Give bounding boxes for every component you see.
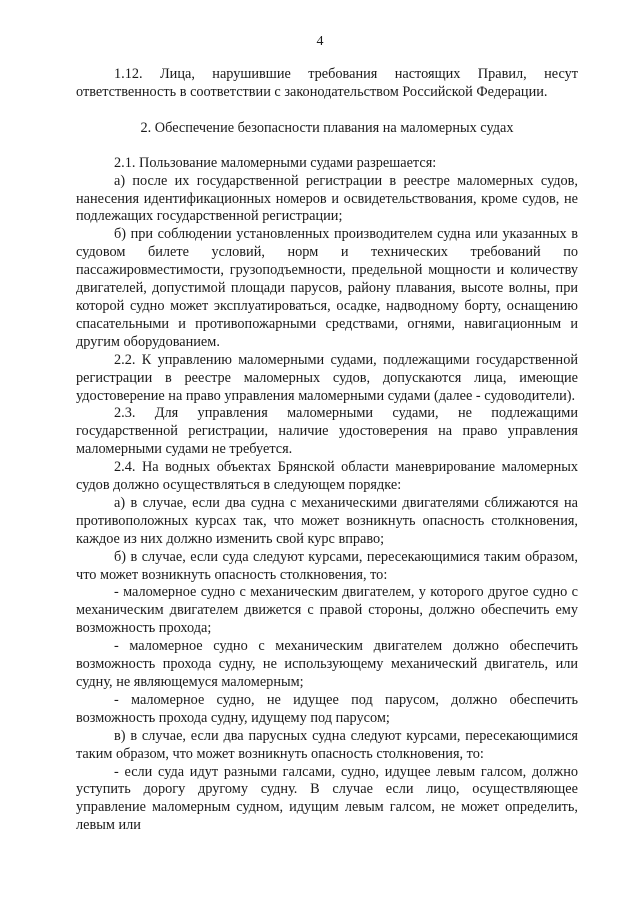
paragraph-1-12: 1.12. Лица, нарушившие требования настоящих Правил, несут ответственность в соответствии с законодательством Российской Федерации. bbox=[76, 66, 578, 100]
list-item-non-motorized: - маломерное судно с механическим двигателем должно обеспечить возможность прохода судну, не использующему механический двигатель, или судну, не являющемуся маломерным; bbox=[76, 638, 578, 690]
paragraph-2-3: 2.3. Для управления маломерными судами, не подлежащими государственной регистрации, наличие удостоверения на право управления маломерными судами не требуется. bbox=[76, 405, 578, 458]
paragraph-2-4-a: а) в случае, если два судна с механическими двигателями сближаются на противоположных курсах так, что может возникнуть опасность столкновения, каждое из них должно изменить свой курс вправо; bbox=[76, 494, 578, 547]
list-item-sail: - маломерное судно, не идущее под парусом, должно обеспечить возможность прохода судну, идущему под парусом; bbox=[76, 691, 578, 726]
paragraph-2-1: 2.1. Пользование маломерными судами разрешается: bbox=[114, 154, 437, 171]
section-heading: 2. Обеспечение безопасности плавания на маломерных судах bbox=[140, 119, 514, 136]
paragraph-2-2: 2.2. К управлению маломерными судами, подлежащими государственной регистрации в реестре маломерных судов, допускаются лица, имеющие удостоверение на право управления маломерными судами (далее - судоводители). bbox=[76, 351, 578, 404]
paragraph-2-4-b: б) в случае, если суда следуют курсами, пересекающимися таким образом, что может возникнуть опасность столкновения, то: bbox=[76, 548, 578, 583]
document-body bbox=[76, 66, 578, 835]
list-item-tacks: - если суда идут разными галсами, судно, идущее левым галсом, должно уступить дорогу другому судну. В случае если лицо, осуществляющее управление маломерным судном, идущим левым галсом, не может определить, левым или bbox=[76, 763, 578, 834]
paragraph-2-4: 2.4. На водных объектах Брянской области маневрирование маломерных судов должно осуществляться в следующем порядке: bbox=[76, 459, 578, 494]
paragraph-2-1-b: б) при соблюдении установленных производителем судна или указанных в судовом билете условий, норм и технических требований по пассажировместимости, грузоподъемности, предельной мощности и количеству двигателей, допустимой площади парусов, району плавания, высоте волны, при которой судно может эксплуатироваться, осадке, надводному борту, оснащению спасательными и противопожарными средствами, огнями, навигационным и другим оборудованием. bbox=[76, 226, 578, 350]
list-item-right-side: - маломерное судно с механическим двигателем, у которого другое судно с механическим двигателем движется с правой стороны, должно обеспечить ему возможность прохода; bbox=[76, 584, 578, 637]
paragraph-2-4-v: в) в случае, если два парусных судна следуют курсами, пересекающимися таким образом, что может возникнуть опасность столкновения, то: bbox=[76, 727, 578, 762]
paragraph-2-1-a: а) после их государственной регистрации в реестре маломерных судов, нанесения идентификационных номеров и освидетельствования, кроме судов, не подлежащих государственной регистрации; bbox=[76, 172, 578, 225]
page-number: 4 bbox=[316, 34, 324, 49]
